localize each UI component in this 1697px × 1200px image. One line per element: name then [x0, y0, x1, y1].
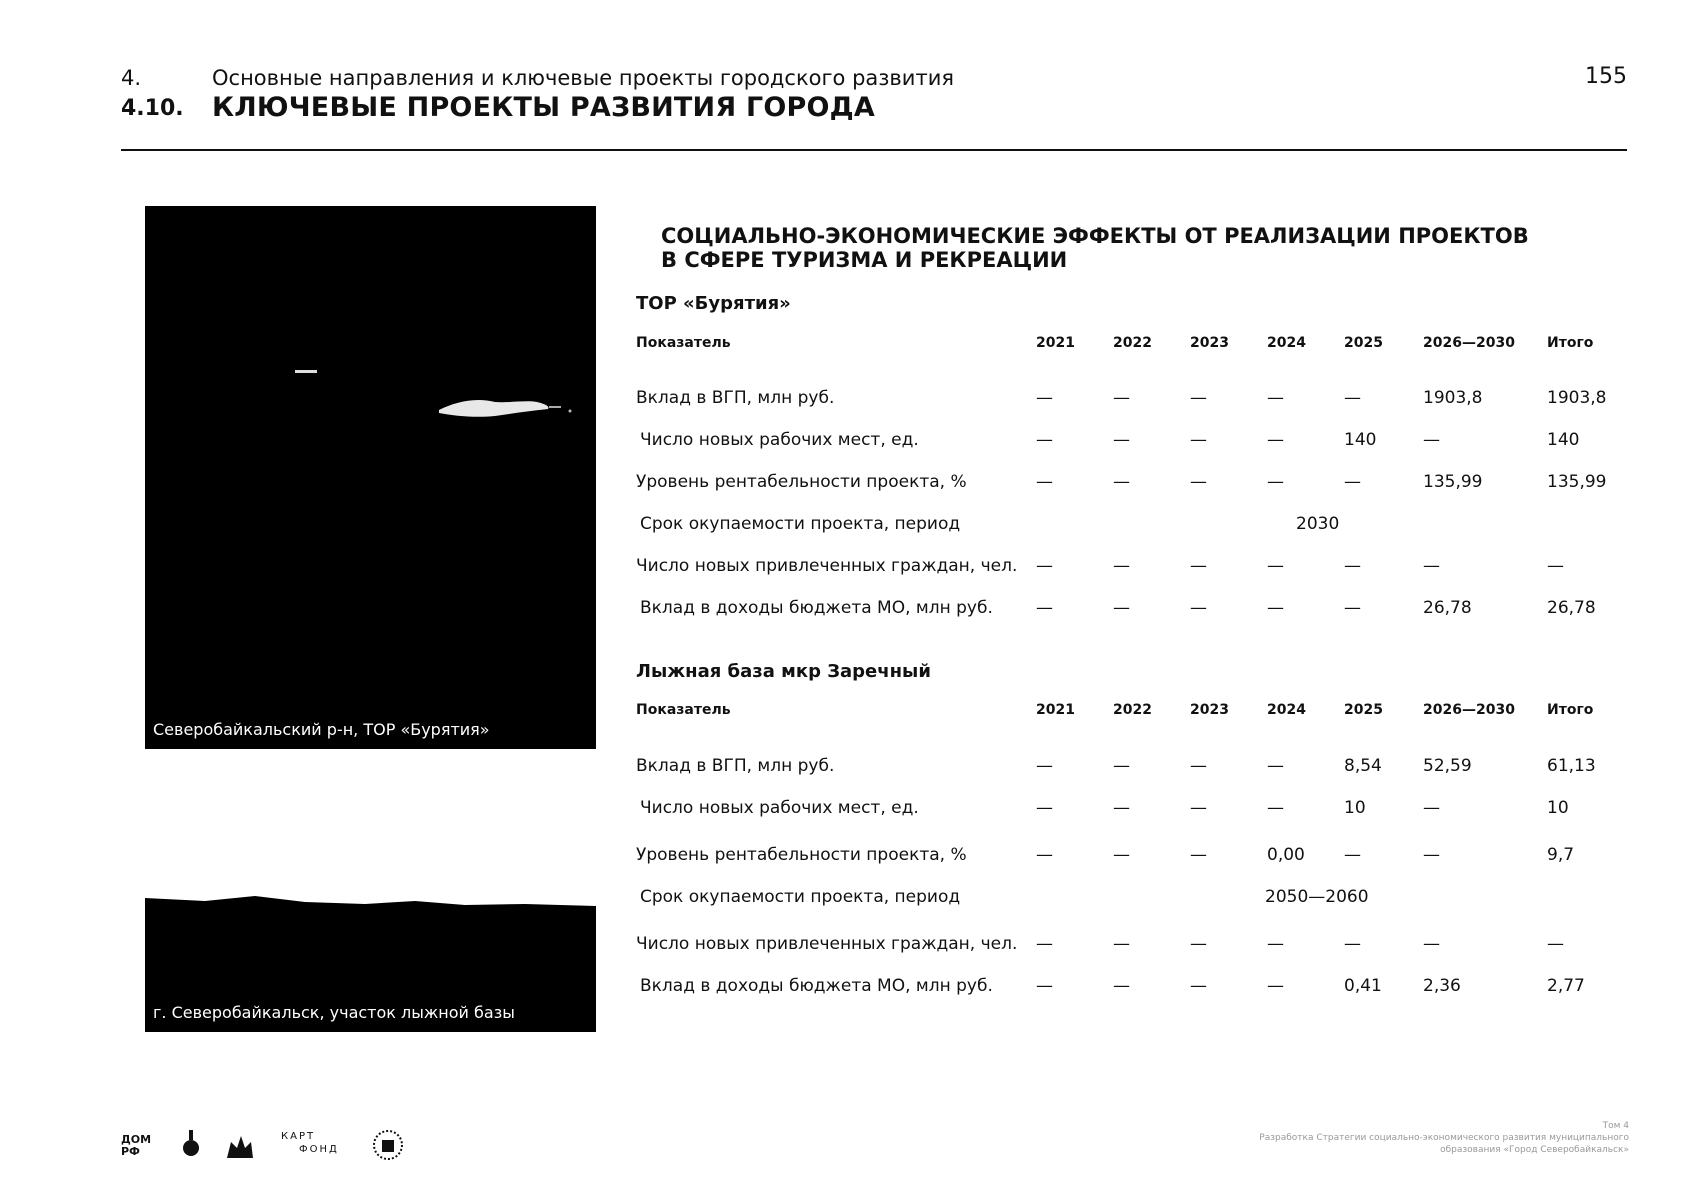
- table-cell: 8,54: [1344, 756, 1382, 776]
- table-cell: —: [1036, 556, 1053, 576]
- table-cell: 52,59: [1423, 756, 1472, 776]
- table-cell: 135,99: [1423, 472, 1483, 492]
- row-label: Вклад в ВГП, млн руб.: [636, 388, 835, 408]
- emblem-1-icon: [179, 1128, 203, 1162]
- row-label: Вклад в доходы бюджета МО, млн руб.: [640, 976, 993, 996]
- table-cell: —: [1344, 598, 1361, 618]
- table-cell: 1903,8: [1547, 388, 1607, 408]
- row-label: Вклад в доходы бюджета МО, млн руб.: [640, 598, 993, 618]
- photo-caption: г. Северобайкальск, участок лыжной базы: [153, 1003, 515, 1022]
- table-cell: —: [1547, 556, 1564, 576]
- header-divider: [121, 149, 1627, 151]
- footer-note: Том 4 Разработка Стратегии социально-экономического развития муниципального образования «Город Северобайкальск»: [1259, 1121, 1629, 1155]
- table-cell: 135,99: [1547, 472, 1607, 492]
- table-cell: —: [1190, 934, 1207, 954]
- table-cell: —: [1190, 556, 1207, 576]
- table-cell: 10: [1547, 798, 1569, 818]
- table-2-title: Лыжная база мкр Заречный: [636, 661, 931, 682]
- table-cell: —: [1190, 756, 1207, 776]
- table-cell: —: [1547, 934, 1564, 954]
- table-cell-span: 2030: [1296, 514, 1340, 534]
- main-title-line-1: СОЦИАЛЬНО-ЭКОНОМИЧЕСКИЕ ЭФФЕКТЫ ОТ РЕАЛИЗАЦИИ ПРОЕКТОВ: [661, 224, 1529, 248]
- column-header: 2022: [1113, 335, 1152, 351]
- table-cell: —: [1423, 845, 1440, 865]
- main-title: [661, 224, 1529, 272]
- column-header: 2025: [1344, 702, 1383, 718]
- table-cell: —: [1423, 934, 1440, 954]
- table-cell: —: [1036, 598, 1053, 618]
- column-header: 2021: [1036, 702, 1075, 718]
- table-cell: —: [1190, 598, 1207, 618]
- table-cell: 1903,8: [1423, 388, 1483, 408]
- emblem-2-icon: [225, 1128, 255, 1162]
- table-cell: —: [1423, 430, 1440, 450]
- column-header: Итого: [1547, 335, 1594, 351]
- chapter-title: Основные направления и ключевые проекты городского развития: [212, 66, 954, 90]
- table-cell: 0,00: [1267, 845, 1305, 865]
- table-cell: —: [1344, 472, 1361, 492]
- table-cell: —: [1113, 388, 1130, 408]
- table-cell: —: [1267, 598, 1284, 618]
- table-cell: —: [1113, 472, 1130, 492]
- table-cell: —: [1344, 388, 1361, 408]
- emblem-3-icon: [371, 1128, 405, 1162]
- row-label: Число новых привлеченных граждан, чел.: [636, 556, 1018, 576]
- chapter-number: 4.: [121, 66, 142, 90]
- row-label: Вклад в ВГП, млн руб.: [636, 756, 835, 776]
- row-label: Срок окупаемости проекта, период: [640, 514, 961, 534]
- page-number: 155: [1585, 64, 1627, 89]
- table-cell: —: [1423, 798, 1440, 818]
- table-cell: —: [1267, 388, 1284, 408]
- table-cell: —: [1267, 756, 1284, 776]
- column-header: 2022: [1113, 702, 1152, 718]
- table-cell: —: [1036, 845, 1053, 865]
- table-cell: 26,78: [1547, 598, 1596, 618]
- table-cell: 0,41: [1344, 976, 1382, 996]
- table-cell: —: [1267, 556, 1284, 576]
- table-cell: —: [1113, 845, 1130, 865]
- table-cell: 2,36: [1423, 976, 1461, 996]
- main-title-line-2: В СФЕРЕ ТУРИЗМА И РЕКРЕАЦИИ: [661, 248, 1068, 272]
- table-cell: —: [1344, 934, 1361, 954]
- column-header: 2023: [1190, 702, 1229, 718]
- table-cell: —: [1036, 798, 1053, 818]
- section-number: 4.10.: [121, 96, 184, 121]
- table-cell: 10: [1344, 798, 1366, 818]
- table-cell: —: [1036, 472, 1053, 492]
- row-label: Уровень рентабельности проекта, %: [636, 472, 967, 492]
- table-cell: —: [1036, 430, 1053, 450]
- table-cell: 9,7: [1547, 845, 1575, 865]
- dom-rf-logo: ДОМ РФ: [121, 1133, 152, 1158]
- column-header: 2024: [1267, 335, 1306, 351]
- table-cell: —: [1113, 556, 1130, 576]
- row-label: Уровень рентабельности проекта, %: [636, 845, 967, 865]
- table-cell: 26,78: [1423, 598, 1472, 618]
- table-cell: 61,13: [1547, 756, 1596, 776]
- row-label: Срок окупаемости проекта, период: [640, 887, 961, 907]
- table-1-title: ТОР «Бурятия»: [636, 293, 791, 314]
- section-title: КЛЮЧЕВЫЕ ПРОЕКТЫ РАЗВИТИЯ ГОРОДА: [212, 92, 875, 123]
- table-cell: —: [1036, 976, 1053, 996]
- photo-tor-buryatia-image: [145, 206, 596, 749]
- table-cell-span: 2050—2060: [1265, 887, 1369, 907]
- table-cell: —: [1190, 472, 1207, 492]
- table-cell: —: [1190, 430, 1207, 450]
- column-header: 2025: [1344, 335, 1383, 351]
- table-cell: —: [1190, 388, 1207, 408]
- table-cell: —: [1344, 845, 1361, 865]
- photo-caption: Северобайкальский р-н, ТОР «Бурятия»: [153, 720, 490, 739]
- column-header-indicator: Показатель: [636, 702, 731, 718]
- table-cell: —: [1190, 798, 1207, 818]
- table-cell: —: [1190, 845, 1207, 865]
- table-cell: —: [1036, 756, 1053, 776]
- table-cell: —: [1113, 756, 1130, 776]
- table-cell: 2,77: [1547, 976, 1585, 996]
- column-header-indicator: Показатель: [636, 335, 731, 351]
- column-header: 2026—2030: [1423, 335, 1515, 351]
- table-cell: —: [1113, 798, 1130, 818]
- table-cell: —: [1267, 798, 1284, 818]
- column-header: 2026—2030: [1423, 702, 1515, 718]
- kart-fond-logo: КАРТ ФОНД: [281, 1131, 339, 1155]
- row-label: Число новых привлеченных граждан, чел.: [636, 934, 1018, 954]
- table-cell: —: [1423, 556, 1440, 576]
- footer-logos: [121, 1128, 421, 1164]
- table-cell: 140: [1547, 430, 1580, 450]
- table-cell: —: [1344, 556, 1361, 576]
- table-cell: —: [1036, 388, 1053, 408]
- column-header: Итого: [1547, 702, 1594, 718]
- row-label: Число новых рабочих мест, ед.: [640, 430, 919, 450]
- table-cell: —: [1267, 430, 1284, 450]
- column-header: 2021: [1036, 335, 1075, 351]
- row-label: Число новых рабочих мест, ед.: [640, 798, 919, 818]
- photo-tor-buryatia: [145, 206, 596, 749]
- table-cell: —: [1113, 976, 1130, 996]
- column-header: 2023: [1190, 335, 1229, 351]
- table-cell: —: [1267, 934, 1284, 954]
- table-cell: —: [1113, 430, 1130, 450]
- column-header: 2024: [1267, 702, 1306, 718]
- table-cell: —: [1267, 472, 1284, 492]
- table-cell: —: [1190, 976, 1207, 996]
- table-cell: 140: [1344, 430, 1377, 450]
- table-cell: —: [1113, 934, 1130, 954]
- table-cell: —: [1267, 976, 1284, 996]
- photo-ski-base: [145, 892, 596, 1032]
- table-cell: —: [1036, 934, 1053, 954]
- table-cell: —: [1113, 598, 1130, 618]
